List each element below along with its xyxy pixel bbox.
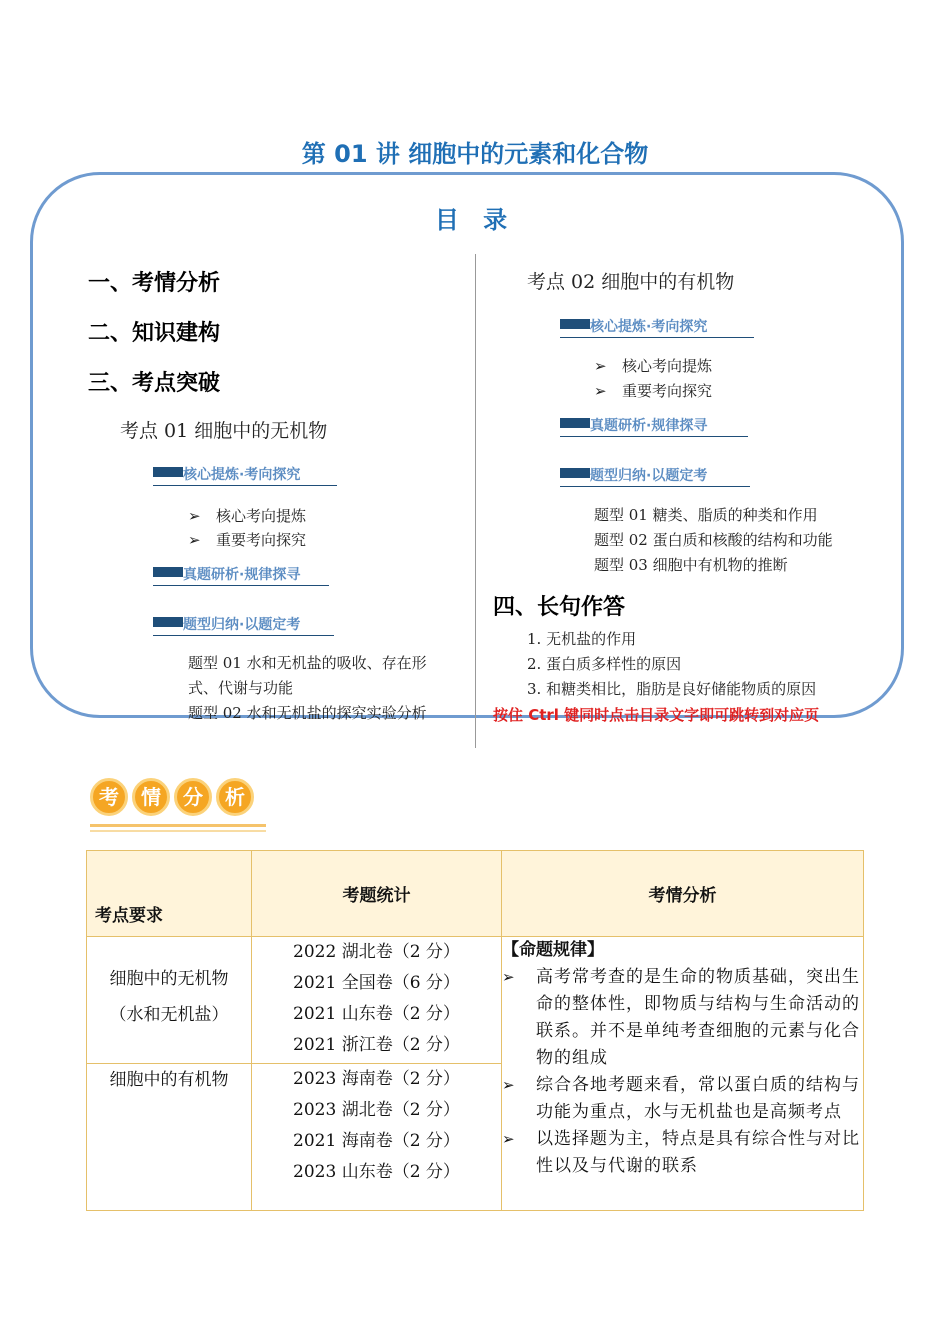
toc-link-type[interactable]: 题型 03 细胞中有机物的推断 xyxy=(594,556,788,574)
page-title: 第 01 讲 细胞中的元素和化合物 xyxy=(301,140,649,168)
tag-label: 真题研析·规律探寻 xyxy=(183,567,301,583)
arrow-right-icon: ➢ xyxy=(594,382,607,400)
toc-tag-type-2[interactable] xyxy=(560,465,750,485)
toc-link-type[interactable]: 题型 02 水和无机盐的探究实验分析 xyxy=(188,704,427,722)
banner-char: 分 xyxy=(174,778,212,816)
header-requirement: 考点要求 xyxy=(87,851,252,937)
toc-link-long-answer[interactable]: 3. 和糖类相比，脂肪是良好储能物质的原因 xyxy=(527,680,817,698)
banner-underline xyxy=(90,830,266,832)
tag-bar xyxy=(560,319,590,329)
tag-bar xyxy=(153,567,183,577)
toc-link-bullet[interactable] xyxy=(188,529,306,550)
bullet-label: 重要考向探究 xyxy=(216,531,307,549)
bullet-label: 重要考向探究 xyxy=(622,382,713,400)
toc-link-section-1[interactable]: 一、考情分析 xyxy=(88,271,221,296)
toc-link-bullet[interactable] xyxy=(594,355,712,376)
tag-underline xyxy=(153,485,337,486)
tag-label: 题型归纳·以题定考 xyxy=(183,617,301,633)
arrow-right-icon: ➢ xyxy=(502,968,515,986)
toc-tag-type-1[interactable] xyxy=(153,614,334,634)
toc-link-kaodian-2[interactable]: 考点 02 细胞中的有机物 xyxy=(527,271,735,293)
tag-bar xyxy=(153,617,183,627)
tag-bar xyxy=(560,418,590,428)
arrow-right-icon: ➢ xyxy=(188,507,201,525)
stats-cell: 2022 湖北卷（2 分） 2021 全国卷（6 分） 2021 山东卷（2 分） 2021 浙江卷（2 分） xyxy=(252,937,502,1064)
toc-link-bullet[interactable] xyxy=(594,380,712,401)
analysis-item: ➢ 综合各地考题来看，常以蛋白质的结构与功能为重点，水与无机盐也是高频考点 xyxy=(502,1072,863,1126)
header-analysis: 考情分析 xyxy=(502,851,864,937)
toc-divider xyxy=(475,254,476,748)
toc-link-kaodian-1[interactable]: 考点 01 细胞中的无机物 xyxy=(120,420,328,442)
requirement-cell: 细胞中的有机物 xyxy=(87,1064,252,1211)
tag-label: 题型归纳·以题定考 xyxy=(590,468,708,484)
banner-char: 考 xyxy=(90,778,128,816)
tag-label: 核心提炼·考向探究 xyxy=(590,319,708,335)
bullet-label: 核心考向提炼 xyxy=(216,507,307,525)
tag-underline xyxy=(560,436,748,437)
analysis-item: ➢ 以选择题为主，特点是具有综合性与对比性以及与代谢的联系 xyxy=(502,1126,863,1180)
toc-link-section-2[interactable]: 二、知识建构 xyxy=(88,321,221,346)
analysis-cell xyxy=(502,937,864,1211)
toc-link-type[interactable]: 式、代谢与功能 xyxy=(188,679,294,697)
toc-link-section-4[interactable]: 四、长句作答 xyxy=(493,595,626,620)
toc-link-section-3[interactable]: 三、考点突破 xyxy=(88,371,221,396)
analysis-title: 【命题规律】 xyxy=(502,940,604,960)
tag-underline xyxy=(153,635,334,636)
banner-char: 情 xyxy=(132,778,170,816)
toc-link-long-answer[interactable]: 1. 无机盐的作用 xyxy=(527,630,637,648)
toc-tag-core-2[interactable] xyxy=(560,316,754,336)
stats-cell: 2023 海南卷（2 分） 2023 湖北卷（2 分） 2021 海南卷（2 分） 2023 山东卷（2 分） xyxy=(252,1064,502,1211)
arrow-right-icon: ➢ xyxy=(502,1130,515,1148)
tag-label: 真题研析·规律探寻 xyxy=(590,418,708,434)
arrow-right-icon: ➢ xyxy=(502,1076,515,1094)
toc-frame xyxy=(30,172,904,718)
header-stats: 考题统计 xyxy=(252,851,502,937)
requirement-cell: 细胞中的无机物 （水和无机盐） xyxy=(87,937,252,1064)
toc-link-type[interactable]: 题型 01 水和无机盐的吸收、存在形 xyxy=(188,654,427,672)
arrow-right-icon: ➢ xyxy=(594,357,607,375)
tag-bar xyxy=(560,468,590,478)
bullet-label: 核心考向提炼 xyxy=(622,357,713,375)
tag-label: 核心提炼·考向探究 xyxy=(183,467,301,483)
toc-tag-core-1[interactable] xyxy=(153,464,337,484)
toc-heading: 目 录 xyxy=(434,206,516,234)
analysis-item: ➢ 高考常考查的是生命的物质基础，突出生命的整体性，即物质与结构与生命活动的联系。并不是单纯考查细胞的元素与化合物的组成 xyxy=(502,964,863,1072)
toc-tag-real-2[interactable] xyxy=(560,415,748,435)
section-banner-kaoqing xyxy=(90,778,270,836)
tag-underline xyxy=(153,585,329,586)
banner-char: 析 xyxy=(216,778,254,816)
kaoqing-table xyxy=(86,850,864,1211)
toc-link-bullet[interactable] xyxy=(188,505,306,526)
toc-link-long-answer[interactable]: 2. 蛋白质多样性的原因 xyxy=(527,655,682,673)
tag-bar xyxy=(153,467,183,477)
tag-underline xyxy=(560,486,750,487)
toc-link-type[interactable]: 题型 02 蛋白质和核酸的结构和功能 xyxy=(594,531,833,549)
toc-link-type[interactable]: 题型 01 糖类、脂质的种类和作用 xyxy=(594,506,818,524)
ctrl-hint: 按住 Ctrl 键同时点击目录文字即可跳转到对应页 xyxy=(493,706,820,724)
banner-underline xyxy=(90,824,266,827)
arrow-right-icon: ➢ xyxy=(188,531,201,549)
tag-underline xyxy=(560,337,754,338)
toc-tag-real-1[interactable] xyxy=(153,564,329,584)
